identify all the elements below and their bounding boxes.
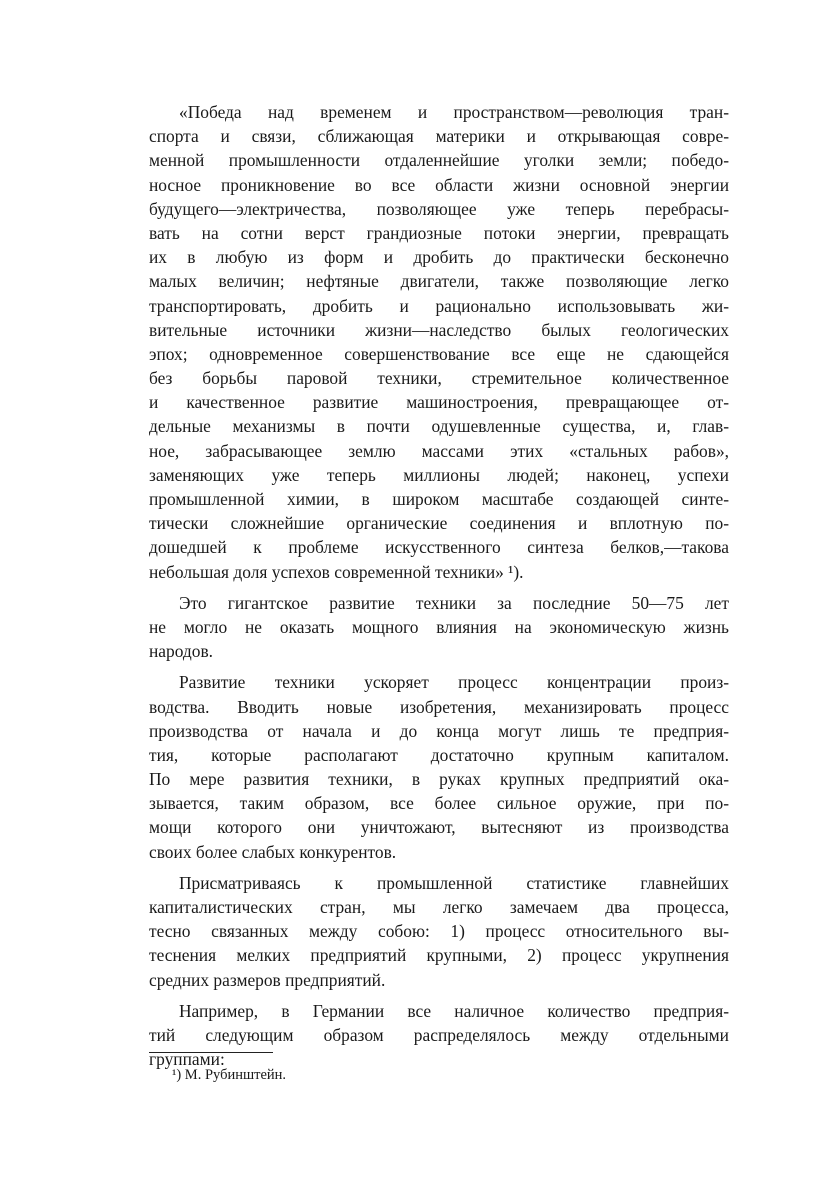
text-line: без борьбы паровой техники, стремительное количественное bbox=[149, 368, 729, 389]
text-line: По мере развития техники, в руках крупных предприятий ока- bbox=[149, 769, 729, 790]
text-line: дошедшей к проблеме искусственного синтеза белков,—такова bbox=[149, 537, 729, 558]
text-line: небольшая доля успехов современной техники» ¹). bbox=[149, 561, 524, 582]
text-line: Например, в Германии все наличное количество предприя- bbox=[179, 1000, 729, 1021]
text-line: производства от начала и до конца могут лишь те предприя- bbox=[149, 720, 729, 741]
text-line: капиталистических стран, мы легко замечаем два процесса, bbox=[149, 897, 729, 917]
text-line: зывается, таким образом, все более сильное оружие, при по- bbox=[149, 793, 729, 814]
text-line: их в любую из форм и дробить до практически бесконечно bbox=[149, 247, 729, 268]
text-line: и качественное развитие машиностроения, превращающее от- bbox=[149, 392, 729, 413]
footnote-divider bbox=[149, 1052, 273, 1053]
text-line: промышленной химии, в широком масштабе создающей синте- bbox=[149, 489, 729, 509]
text-line: теснения мелких предприятий крупными, 2) процесс укрупнения bbox=[149, 945, 729, 966]
page-body bbox=[149, 100, 729, 1078]
paragraph-development bbox=[149, 591, 729, 664]
text-line: мощи которого они уничтожают, вытесняют из производства bbox=[149, 817, 729, 838]
paragraph-statistics bbox=[149, 871, 729, 992]
paragraph-quote bbox=[149, 100, 729, 584]
text-line: носное проникновение во все области жизни основной энергии bbox=[149, 174, 729, 195]
text-line: дельные механизмы в почти одушевленные существа, и, глав- bbox=[149, 416, 729, 437]
text-line: водства. Вводить новые изобретения, механизировать процесс bbox=[149, 696, 729, 717]
text-line: вительные источники жизни—наследство былых геологических bbox=[149, 319, 729, 340]
text-line: тически сложнейшие органические соединения и вплотную по- bbox=[149, 513, 729, 534]
text-line: Развитие техники ускоряет процесс концентрации произ- bbox=[179, 672, 729, 693]
text-line: малых величин; нефтяные двигатели, также позволяющие легко bbox=[149, 271, 729, 292]
text-line: тия, которые располагают достаточно крупным капиталом. bbox=[149, 744, 729, 765]
text-line: спорта и связи, сближающая материки и открывающая совре- bbox=[149, 126, 729, 147]
text-line: своих более слабых конкурентов. bbox=[149, 841, 397, 862]
footnote: ¹) М. Рубинштейн. bbox=[172, 1067, 287, 1083]
text-line: группами: bbox=[149, 1049, 225, 1070]
text-line: тий следующим образом распределялось между отдельными bbox=[149, 1024, 729, 1045]
text-line: не могло не оказать мощного влияния на экономическую жизнь bbox=[149, 616, 729, 637]
text-line: ное, забрасывающее землю массами этих «стальных рабов», bbox=[149, 440, 729, 461]
text-line: Присматриваясь к промышленной статистике главнейших bbox=[179, 872, 729, 893]
text-line: менной промышленности отдаленнейшие уголки земли; победо- bbox=[149, 150, 729, 171]
text-line: эпох; одновременное совершенствование все еще не сдающейся bbox=[149, 343, 729, 364]
text-line: транспортировать, дробить и рационально использовывать жи- bbox=[149, 295, 729, 316]
paragraph-concentration bbox=[149, 670, 729, 864]
text-line: Это гигантское развитие техники за последние 50—75 лет bbox=[179, 592, 729, 613]
text-line: будущего—электричества, позволяющее уже теперь перебрасы- bbox=[149, 198, 729, 219]
paragraph-germany bbox=[149, 999, 729, 1072]
text-line: «Победа над временем и пространством—революция тран- bbox=[179, 102, 729, 122]
text-line: тесно связанных между собою: 1) процесс относительного вы- bbox=[149, 921, 729, 942]
text-line: вать на сотни верст грандиозные потоки энергии, превращать bbox=[149, 222, 729, 243]
text-line: заменяющих уже теперь миллионы людей; наконец, успехи bbox=[149, 464, 729, 485]
text-line: средних размеров предприятий. bbox=[149, 969, 386, 990]
text-line: народов. bbox=[149, 641, 214, 662]
